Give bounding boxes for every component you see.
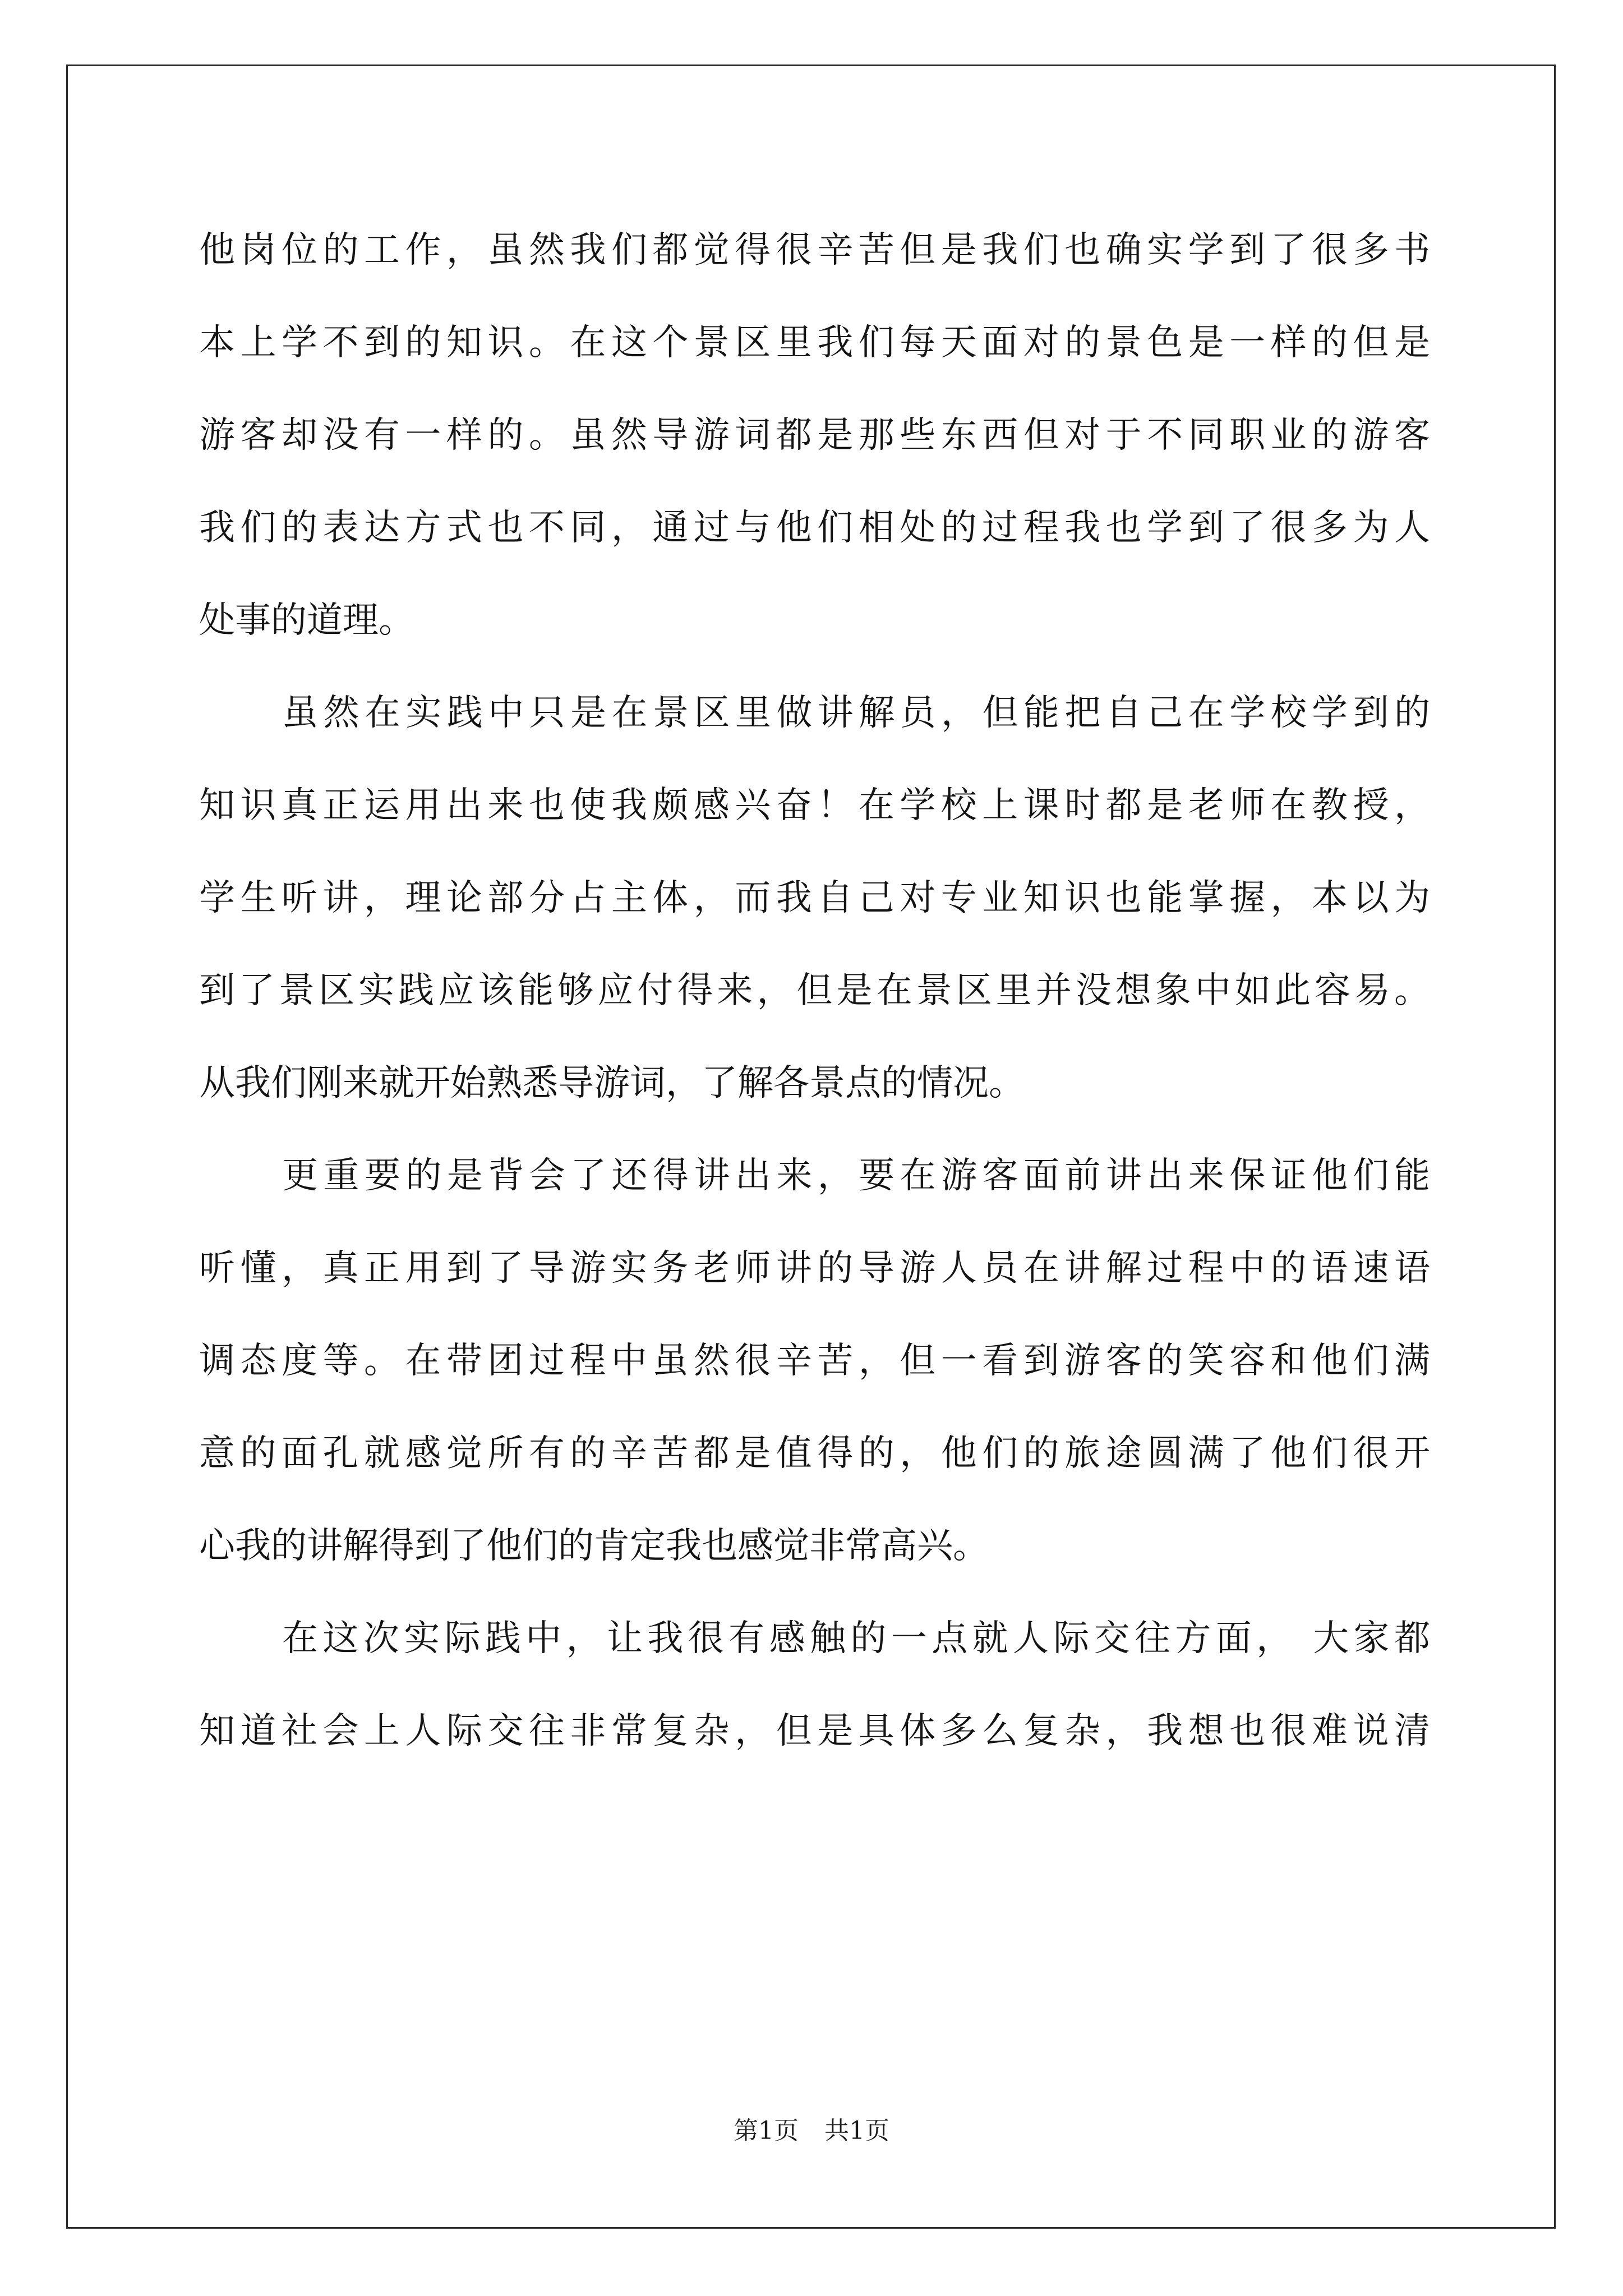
text-line: 在这次实际践中，让我很有感触的一点就人际交往方面， 大家都 <box>282 1618 1430 1659</box>
text-line: 从我们刚来就开始熟悉导游词，了解各景点的情况。 <box>199 1062 1025 1104</box>
page-number-total: 共1页 <box>824 2116 889 2145</box>
text-line: 他岗位的工作，虽然我们都觉得很辛苦但是我们也确实学到了很多书 <box>199 229 1430 271</box>
page-footer <box>0 2110 1623 2146</box>
text-line: 本上学不到的知识。在这个景区里我们每天面对的景色是一样的但是 <box>199 322 1430 364</box>
page-number-current: 第1页 <box>734 2116 799 2145</box>
text-line: 虽然在实践中只是在景区里做讲解员，但能把自己在学校学到的 <box>282 692 1430 734</box>
text-line: 到了景区实践应该能够应付得来，但是在景区里并没想象中如此容易。 <box>199 970 1430 1011</box>
text-line: 听懂，真正用到了导游实务老师讲的导游人员在讲解过程中的语速语 <box>199 1248 1430 1289</box>
text-line: 意的面孔就感觉所有的辛苦都是值得的，他们的旅途圆满了他们很开 <box>199 1433 1430 1474</box>
text-line: 学生听讲，理论部分占主体，而我自己对专业知识也能掌握，本以为 <box>199 877 1430 919</box>
text-line: 我们的表达方式也不同，通过与他们相处的过程我也学到了很多为人 <box>199 507 1430 549</box>
document-body <box>199 204 1430 1778</box>
text-line: 更重要的是背会了还得讲出来，要在游客面前讲出来保证他们能 <box>282 1155 1430 1197</box>
text-line: 知道社会上人际交往非常复杂，但是具体多么复杂，我想也很难说清 <box>199 1710 1430 1752</box>
text-line: 知识真正运用出来也使我颇感兴奋！在学校上课时都是老师在教授， <box>199 785 1430 826</box>
text-line: 心我的讲解得到了他们的肯定我也感觉非常高兴。 <box>199 1525 989 1567</box>
text-line: 处事的道理。 <box>199 600 414 641</box>
text-line: 游客却没有一样的。虽然导游词都是那些东西但对于不同职业的游客 <box>199 415 1430 456</box>
text-line: 调态度等。在带团过程中虽然很辛苦，但一看到游客的笑容和他们满 <box>199 1340 1430 1382</box>
